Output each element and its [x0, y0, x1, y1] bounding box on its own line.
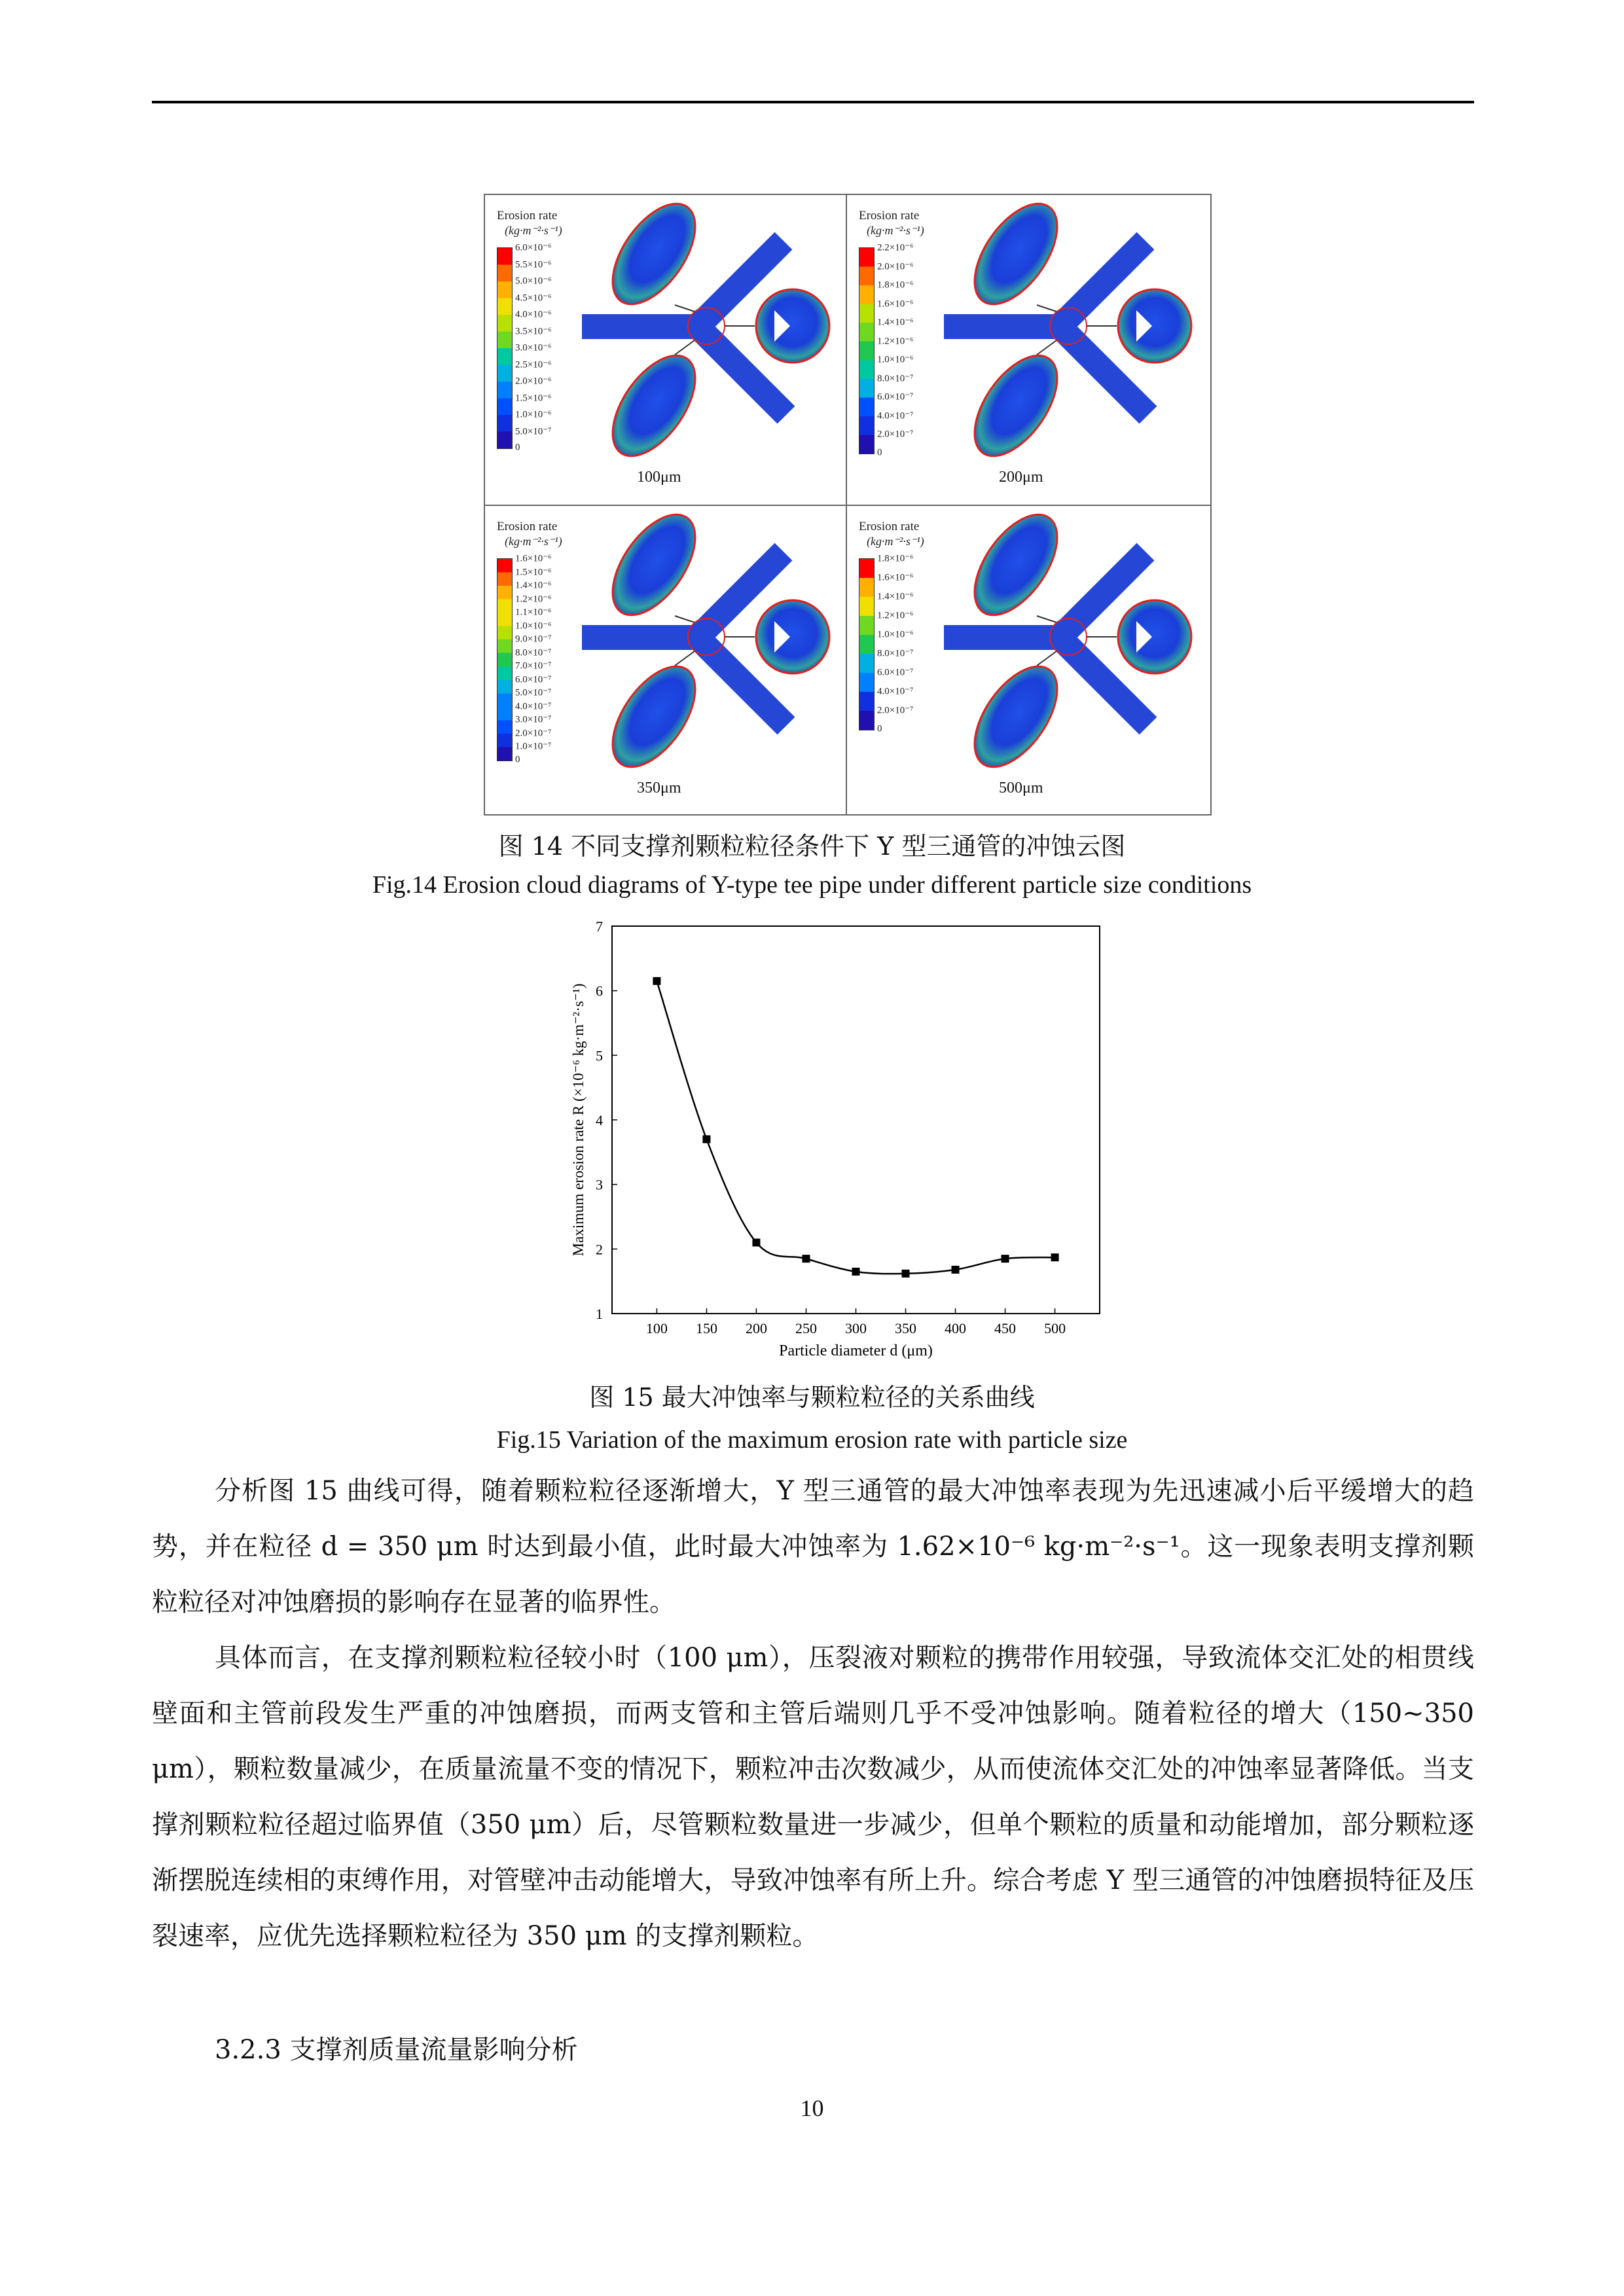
panel-label: 100μm	[637, 469, 681, 486]
legend-tick-label: 2.0×10⁻⁷	[877, 705, 914, 716]
legend-tick-label: 1.8×10⁻⁶	[877, 279, 914, 291]
legend-tick-label: 5.0×10⁻⁷	[515, 426, 552, 437]
paragraph: 分析图 15 曲线可得，随着颗粒粒径逐渐增大，Y 型三通管的最大冲蚀率表现为先迅速减小后平缓增大的趋势，并在粒径 d = 350 μm 时达到最小值，此时最大冲蚀率为 1.62×10⁻⁶ kg·m⁻²·s⁻¹。这一现象表明支撑剂颗粒粒径对冲蚀磨损的影响存在显著的临界性。	[152, 1476, 1474, 1617]
legend-tick-label: 0	[515, 754, 520, 764]
color-legend-bar	[497, 247, 513, 449]
connector-line	[1037, 651, 1056, 666]
legend-tick-label: 1.0×10⁻⁷	[515, 741, 552, 752]
panel-200um	[847, 195, 1208, 505]
data-point-marker	[752, 1238, 760, 1246]
body-text	[152, 1463, 1474, 1964]
data-point-marker	[1001, 1255, 1009, 1263]
connector-line	[675, 616, 695, 622]
legend-tick-label: 5.5×10⁻⁶	[515, 259, 552, 270]
legend-tick-label: 8.0×10⁻⁷	[515, 647, 552, 658]
y-tick-label: 1	[596, 1306, 603, 1322]
legend-tick-label: 1.0×10⁻⁶	[515, 409, 552, 420]
legend-tick-label: 1.6×10⁻⁶	[515, 553, 552, 564]
connector-line	[675, 651, 695, 666]
legend-tick-label: 5.0×10⁻⁷	[515, 687, 552, 698]
right-zoom-circle	[1118, 600, 1191, 673]
right-zoom-circle	[1118, 289, 1191, 363]
x-tick-label: 100	[645, 1320, 668, 1336]
panel-500um	[847, 506, 1208, 816]
legend-tick-label: 6.0×10⁻⁶	[515, 242, 552, 253]
figure-15-chart	[563, 913, 1126, 1371]
legend-unit: (kg·m⁻²·s⁻¹)	[505, 224, 562, 237]
legend-title: Erosion rate	[497, 209, 558, 223]
legend-tick-label: 1.6×10⁻⁶	[877, 298, 914, 309]
lower-zoom-ellipse	[596, 342, 712, 471]
y-tick-label: 2	[596, 1241, 603, 1258]
connector-line	[1037, 340, 1056, 355]
right-zoom-circle	[756, 289, 829, 363]
legend-tick-label: 0	[515, 442, 520, 453]
legend-tick-label: 1.8×10⁻⁶	[877, 553, 914, 564]
x-tick-label: 500	[1044, 1320, 1066, 1336]
lower-zoom-ellipse	[958, 342, 1074, 471]
legend-tick-label: 2.0×10⁻⁷	[515, 728, 552, 738]
legend-tick-label: 1.5×10⁻⁶	[515, 393, 552, 403]
data-point-marker	[802, 1255, 810, 1263]
color-legend-bar	[497, 558, 513, 761]
x-tick-label: 450	[994, 1320, 1017, 1336]
section-heading: 3.2.3 支撑剂质量流量影响分析	[215, 2035, 578, 2065]
legend-tick-label: 5.0×10⁻⁶	[515, 276, 552, 287]
figure-15-caption-en: Fig.15 Variation of the maximum erosion rate with particle size	[496, 1426, 1128, 1454]
plot-frame	[612, 926, 1100, 1314]
legend-tick-label: 7.0×10⁻⁷	[515, 660, 552, 672]
connector-line	[1037, 616, 1056, 622]
legend-tick-label: 1.2×10⁻⁶	[877, 610, 914, 621]
legend-tick-label: 1.2×10⁻⁶	[877, 336, 914, 346]
data-point-marker	[902, 1270, 910, 1278]
y-tick-label: 4	[596, 1112, 603, 1128]
legend-tick-label: 6.0×10⁻⁷	[877, 391, 914, 403]
figure-14	[484, 194, 1212, 816]
x-tick-label: 350	[895, 1320, 917, 1336]
y-axis-label: Maximum erosion rate R (×10⁻⁶ kg·m⁻²·s⁻¹)	[570, 983, 586, 1257]
x-tick-label: 200	[745, 1320, 767, 1336]
legend-tick-label: 4.0×10⁻⁷	[877, 686, 914, 697]
legend-tick-label: 3.5×10⁻⁶	[515, 326, 552, 336]
legend-tick-label: 1.0×10⁻⁶	[515, 620, 552, 631]
upper-zoom-ellipse	[958, 506, 1074, 629]
data-point-marker	[852, 1268, 860, 1276]
legend-tick-label: 1.6×10⁻⁶	[877, 572, 914, 583]
legend-tick-label: 9.0×10⁻⁷	[515, 634, 552, 645]
legend-tick-label: 1.0×10⁻⁶	[877, 629, 914, 640]
legend-tick-label: 4.0×10⁻⁶	[515, 309, 552, 320]
erosion-rate-series-line	[657, 981, 1055, 1274]
legend-unit: (kg·m⁻²·s⁻¹)	[867, 224, 924, 237]
upper-zoom-ellipse	[596, 195, 712, 318]
legend-unit: (kg·m⁻²·s⁻¹)	[505, 535, 562, 548]
connector-line	[675, 305, 695, 312]
color-legend-bar	[859, 558, 875, 730]
legend-tick-label: 1.1×10⁻⁶	[515, 607, 552, 618]
legend-tick-label: 3.0×10⁻⁷	[515, 714, 552, 725]
x-tick-label: 400	[945, 1320, 967, 1336]
data-point-marker	[702, 1136, 710, 1143]
x-tick-label: 250	[795, 1320, 817, 1336]
legend-tick-label: 2.0×10⁻⁷	[877, 429, 914, 440]
legend-tick-label: 2.0×10⁻⁶	[877, 261, 914, 272]
figure-15-caption-cn: 图 15 最大冲蚀率与颗粒粒径的关系曲线	[589, 1383, 1035, 1412]
legend-tick-label: 6.0×10⁻⁷	[515, 674, 552, 685]
legend-tick-label: 4.0×10⁻⁷	[515, 701, 552, 711]
legend-tick-label: 4.0×10⁻⁷	[877, 410, 914, 421]
legend-tick-label: 1.0×10⁻⁶	[877, 354, 914, 365]
panel-350um	[485, 506, 846, 816]
panel-label: 350μm	[637, 780, 681, 797]
panel-label: 500μm	[999, 780, 1043, 797]
legend-title: Erosion rate	[497, 520, 558, 533]
lower-zoom-ellipse	[958, 653, 1074, 781]
x-tick-label: 300	[845, 1320, 867, 1336]
legend-tick-label: 3.0×10⁻⁶	[515, 342, 552, 353]
legend-tick-label: 6.0×10⁻⁷	[877, 667, 914, 678]
legend-tick-label: 2.0×10⁻⁶	[515, 376, 552, 387]
color-legend-bar	[859, 247, 875, 454]
legend-tick-label: 2.5×10⁻⁶	[515, 359, 552, 370]
legend-tick-label: 1.5×10⁻⁶	[515, 567, 552, 577]
x-tick-label: 150	[695, 1320, 717, 1336]
legend-tick-label: 1.2×10⁻⁶	[515, 594, 552, 604]
legend-unit: (kg·m⁻²·s⁻¹)	[867, 535, 924, 548]
legend-title: Erosion rate	[859, 520, 920, 533]
connector-line	[675, 340, 695, 355]
y-tick-label: 5	[596, 1047, 603, 1064]
header-rule	[152, 101, 1474, 103]
y-tick-label: 6	[596, 982, 603, 999]
legend-tick-label: 4.5×10⁻⁶	[515, 293, 552, 303]
erosion-rate-chart	[563, 913, 1126, 1371]
x-axis-label: Particle diameter d (μm)	[779, 1342, 933, 1359]
lower-zoom-ellipse	[596, 653, 712, 781]
y-tick-label: 7	[596, 918, 603, 935]
legend-tick-label: 1.4×10⁻⁶	[515, 580, 552, 591]
figure-14-caption-en: Fig.14 Erosion cloud diagrams of Y-type tee pipe under different particle size conditions	[372, 871, 1252, 899]
figure-14-caption-cn: 图 14 不同支撑剂颗粒粒径条件下 Y 型三通管的冲蚀云图	[498, 832, 1126, 861]
page-number: 10	[800, 2095, 824, 2121]
legend-tick-label: 8.0×10⁻⁷	[877, 373, 914, 384]
legend-tick-label: 1.4×10⁻⁶	[877, 317, 914, 328]
connector-line	[1037, 305, 1056, 312]
data-point-marker	[653, 977, 660, 985]
upper-zoom-ellipse	[958, 195, 1074, 318]
data-point-marker	[1051, 1253, 1059, 1261]
y-tick-label: 3	[596, 1176, 603, 1193]
legend-tick-label: 2.2×10⁻⁶	[877, 242, 914, 253]
upper-zoom-ellipse	[596, 506, 712, 629]
legend-tick-label: 1.4×10⁻⁶	[877, 591, 914, 602]
legend-title: Erosion rate	[859, 209, 920, 223]
data-point-marker	[952, 1266, 960, 1274]
right-zoom-circle	[756, 600, 829, 673]
legend-tick-label: 8.0×10⁻⁷	[877, 648, 914, 659]
panel-100um	[485, 195, 846, 505]
paragraph: 具体而言，在支撑剂颗粒粒径较小时（100 μm），压裂液对颗粒的携带作用较强，导致流体交汇处的相贯线壁面和主管前段发生严重的冲蚀磨损，而两支管和主管后端则几乎不受冲蚀影响。随着粒径的增大（150~350 μm），颗粒数量减少，在质量流量不变的情况下，颗粒冲击次数减少，从而使流体交汇处的冲蚀率显著降低。当支撑剂颗粒粒径超过临界值（350 μm）后，尽管颗粒数量进一步减少，但单个颗粒的质量和动能增加，部分颗粒逐渐摆脱连续相的束缚作用，对管壁冲击动能增大，导致冲蚀率有所上升。综合考虑 Y 型三通管的冲蚀磨损特征及压裂速率，应优先选择颗粒粒径为 350 μm 的支撑剂颗粒。	[152, 1643, 1474, 1951]
legend-tick-label: 0	[877, 447, 882, 457]
panel-label: 200μm	[999, 469, 1043, 486]
legend-tick-label: 0	[877, 723, 882, 734]
